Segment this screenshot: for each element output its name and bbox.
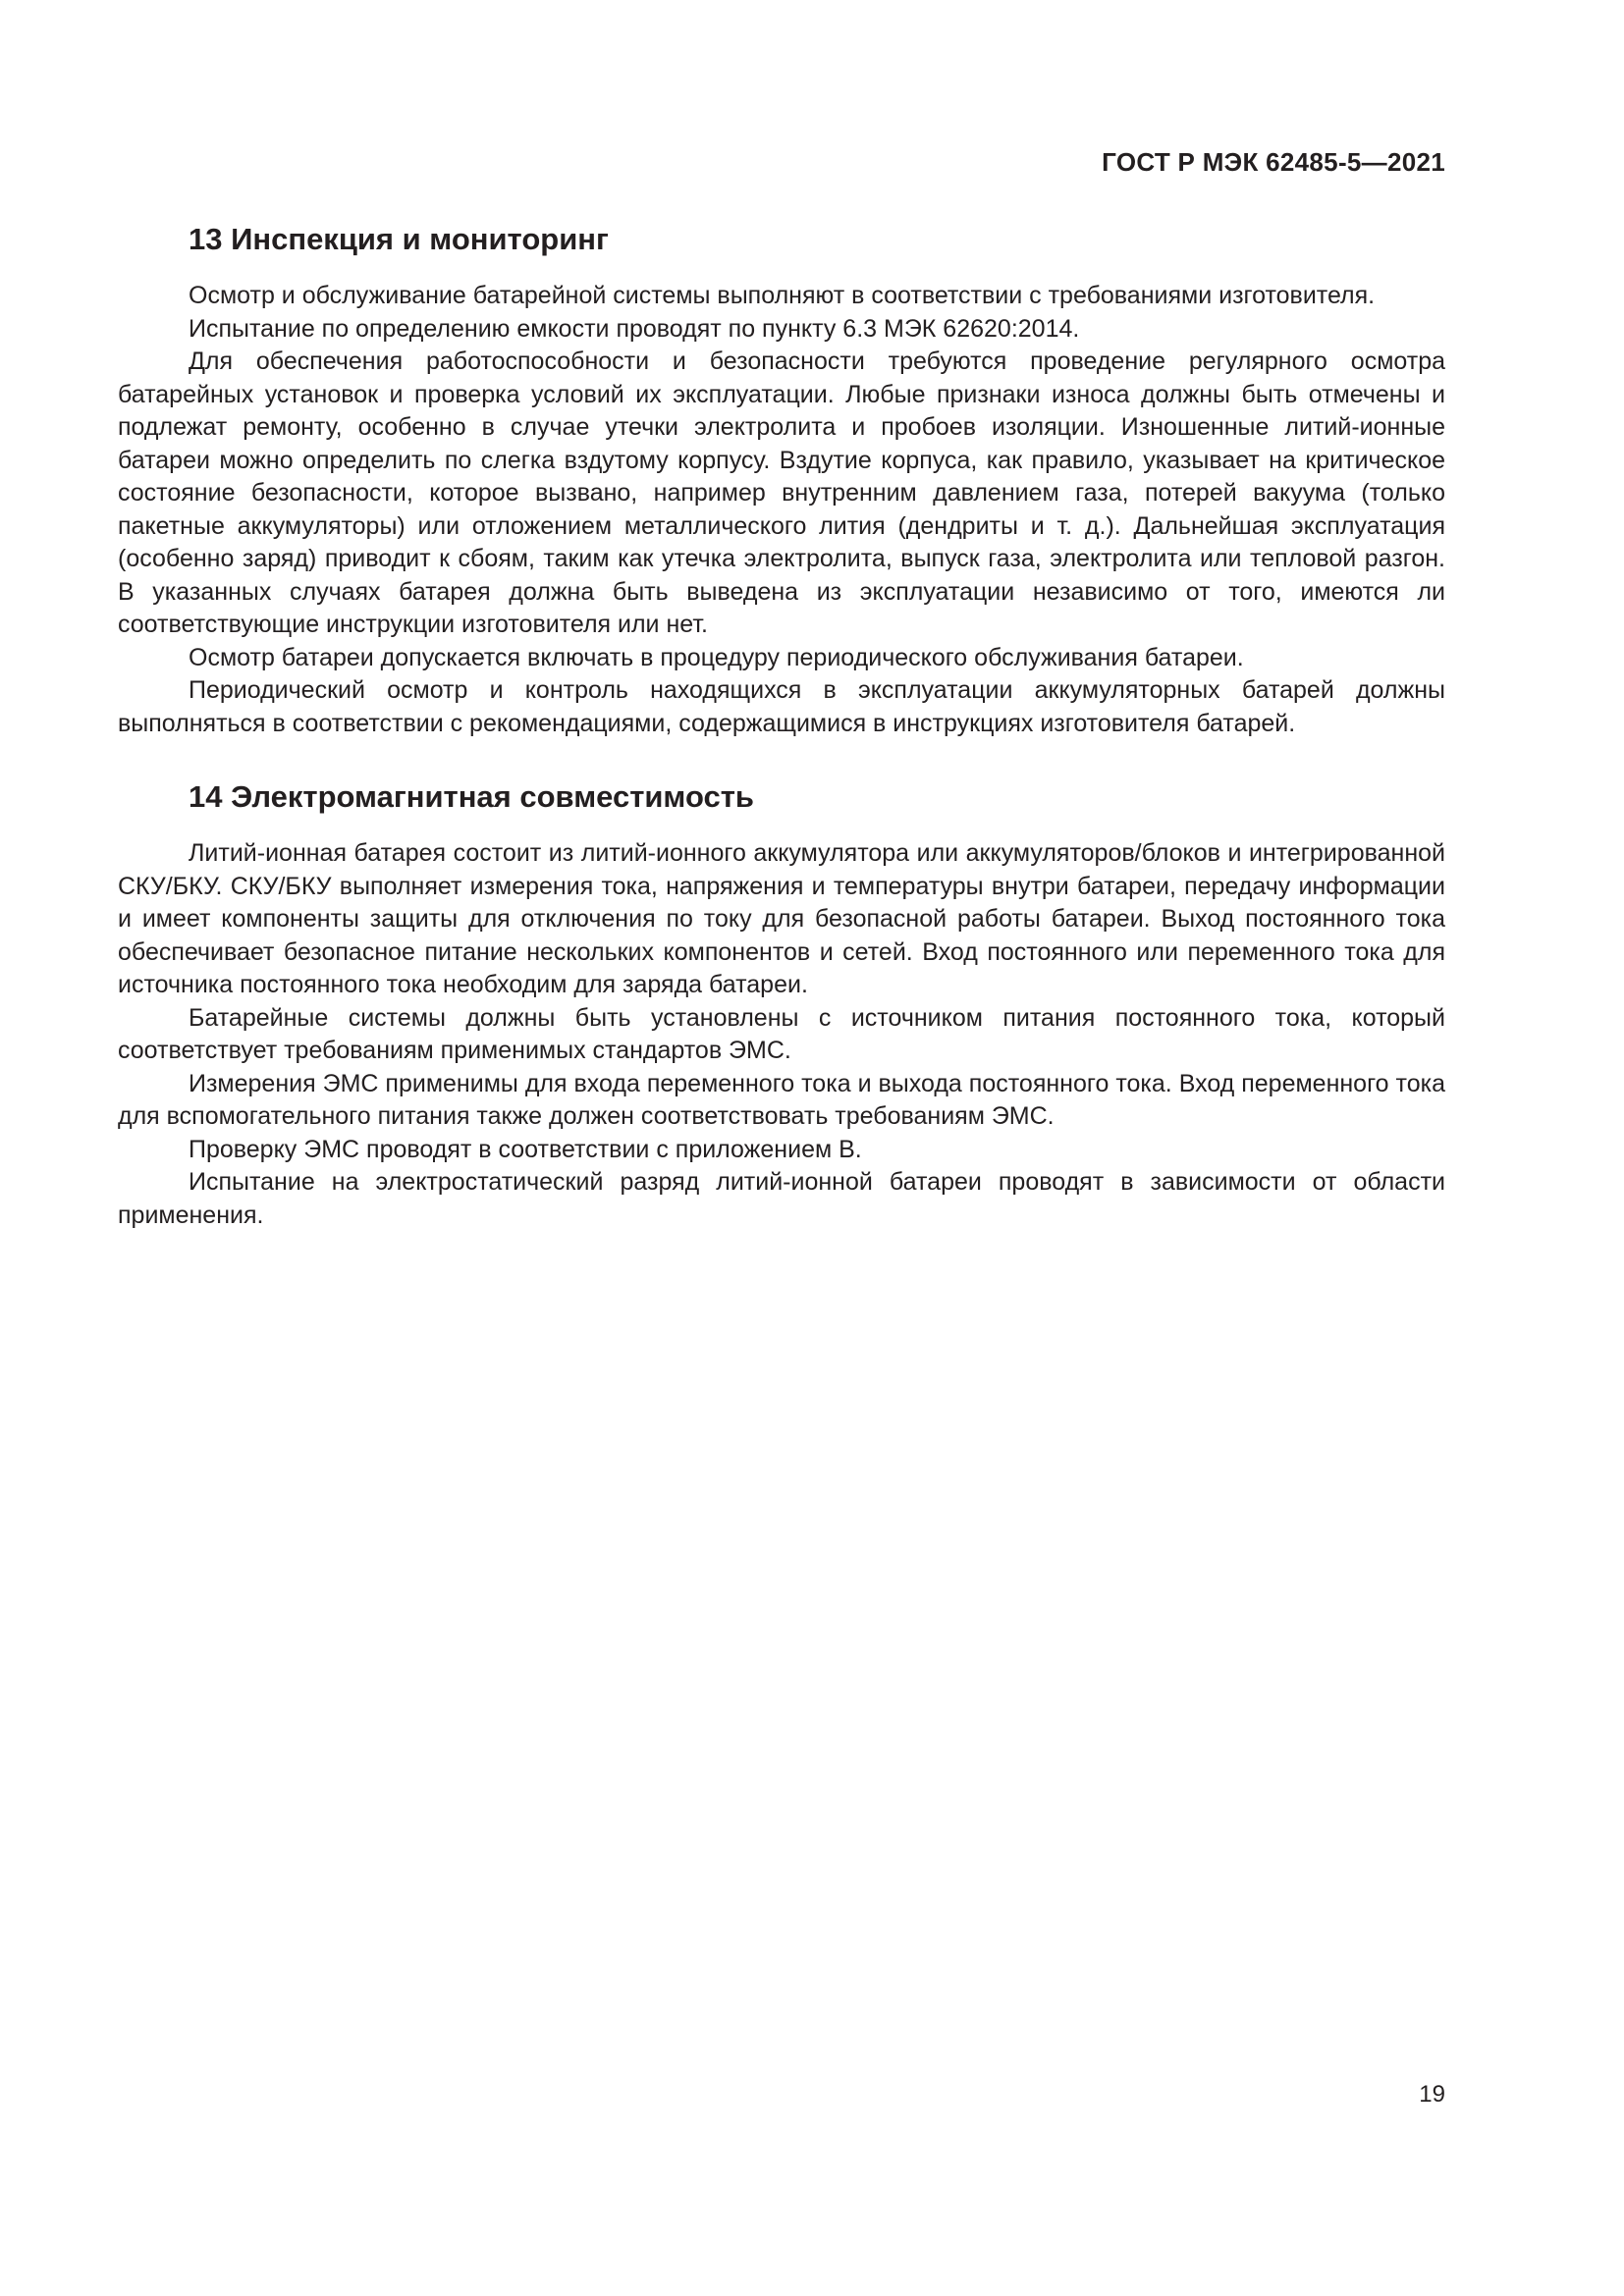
section-heading: 14 Электромагнитная совместимость: [189, 779, 754, 814]
paragraph: Для обеспечения работоспособности и безопасности требуются проведение регулярного осмотра батарейных установок и проверка условий их эксплуатации. Любые признаки износа должны быть отмечены и подлежат ремонту, особенно в случае утечки электролита и пробоев изоляции. Изношенные литий-ионные батареи можно определить по слегка вздутому корпусу. Вздутие корпуса, как правило, указывает на критическое состояние безопасности, которое вызвано, например внутренним давлением газа, потерей вакуума (только пакетные аккумуляторы) или отложением металлического лития (дендриты и т. д.). Дальнейшая эксплуатация (особенно заряд) приводит к сбоям, таким как утечка электролита, выпуск газа, электролита или тепловой разгон. В указанных случаях батарея должна быть выведена из эксплуатации независимо от того, имеются ли соответствующие инструкции изготовителя или нет.: [118, 347, 1445, 638]
paragraph: Осмотр и обслуживание батарейной системы выполняют в соответствии с требованиями изготовителя.: [189, 282, 1376, 309]
paragraph: Осмотр батареи допускается включать в процедуру периодического обслуживания батареи.: [189, 643, 1244, 671]
paragraph: Проверку ЭМС проводят в соответствии с приложением В.: [189, 1135, 862, 1163]
paragraph: Батарейные системы должны быть установлены с источником питания постоянного тока, который соответствует требованиям применимых стандартов ЭМС.: [118, 1003, 1445, 1064]
section-14-emc: [118, 775, 1445, 1232]
page-content: [118, 218, 1445, 1232]
paragraph: Периодический осмотр и контроль находящихся в эксплуатации аккумуляторных батарей должны выполняться в соответствии с рекомендациями, содержащимися в инструкциях изготовителя батарей.: [118, 676, 1445, 737]
document-code-header: ГОСТ Р МЭК 62485-5—2021: [1102, 147, 1445, 177]
page-number: 19: [1419, 2081, 1445, 2108]
section-heading: 13 Инспекция и мониторинг: [189, 222, 609, 256]
paragraph: Испытание на электростатический разряд литий-ионной батареи проводят в зависимости от области применения.: [118, 1168, 1445, 1229]
paragraph: Измерения ЭМС применимы для входа переменного тока и выхода постоянного тока. Вход переменного тока для вспомогательного питания также должен соответствовать требованиям ЭМС.: [118, 1069, 1445, 1130]
section-13-inspection-monitoring: [118, 218, 1445, 740]
paragraph: Испытание по определению емкости проводят по пункту 6.3 МЭК 62620:2014.: [189, 314, 1080, 343]
paragraph: Литий-ионная батарея состоит из литий-ионного аккумулятора или аккумуляторов/блоков и интегрированной СКУ/БКУ. СКУ/БКУ выполняет измерения тока, напряжения и температуры внутри батареи, передачу информации и имеет компоненты защиты для отключения по току для безопасной работы батареи. Выход постоянного тока обеспечивает безопасное питание нескольких компонентов и сетей. Вход постоянного или переменного тока для источника постоянного тока необходим для заряда батареи.: [118, 839, 1445, 998]
